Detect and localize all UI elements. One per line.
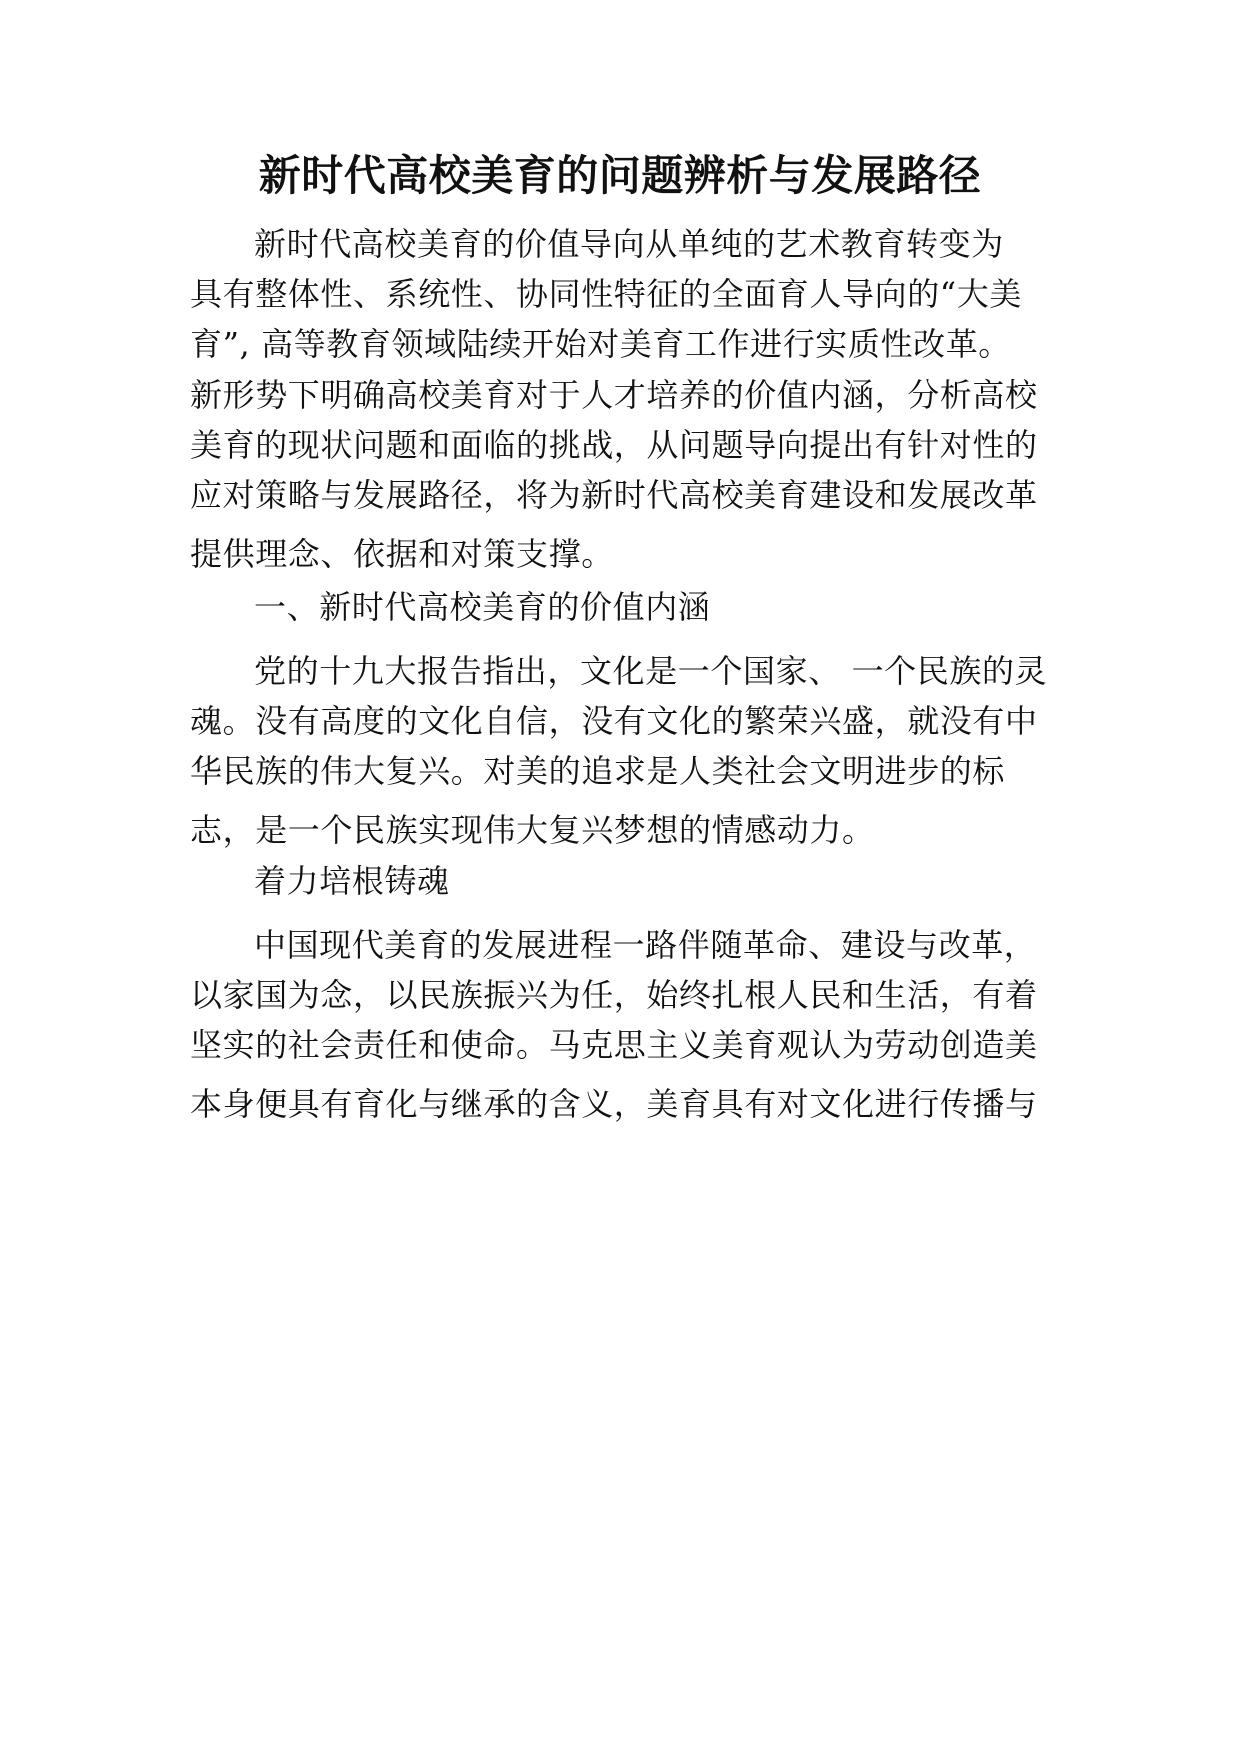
text-line: 新形势下明确高校美育对于人才培养的价值内涵，分析高校: [190, 376, 1038, 414]
text-line: 具有整体性、系统性、协同性特征的全面育人导向的“大美: [190, 275, 1022, 313]
text-line: 美育的现状问题和面临的挑战，从问题导向提出有针对性的: [190, 426, 1038, 464]
document-body: [190, 0, 1050, 1754]
document-title: 新时代高校美育的问题辨析与发展路径: [258, 151, 982, 200]
text-line: 应对策略与发展路径，将为新时代高校美育建设和发展改革: [190, 476, 1038, 514]
text-line: 本身便具有育化与继承的含义，美育具有对文化进行传播与: [190, 1085, 1038, 1123]
text-line: 育”, 高等教育领域陆续开始对美育工作进行实质性改革。: [190, 325, 1011, 363]
text-line: 魂。没有高度的文化自信，没有文化的繁荣兴盛，就没有中: [190, 702, 1038, 740]
text-line: 志，是一个民族实现伟大复兴梦想的情感动力。: [190, 811, 875, 849]
text-line: 坚实的社会责任和使命。马克思主义美育观认为劳动创造美: [190, 1026, 1038, 1064]
text-line: 提供理念、依据和对策支撑。: [190, 535, 614, 573]
text-line: 党的十九大报告指出，文化是一个国家、 一个民族的灵: [254, 652, 1048, 690]
subsection-heading: 着力培根铸魂: [254, 862, 450, 900]
text-line: 以家国为念，以民族振兴为任，始终扎根人民和生活，有着: [190, 976, 1038, 1014]
text-line: 华民族的伟大复兴。对美的追求是人类社会文明进步的标: [190, 752, 1006, 790]
text-line: 新时代高校美育的价值导向从单纯的艺术教育转变为: [254, 225, 1004, 263]
section-heading: 一、新时代高校美育的价值内涵: [254, 588, 711, 626]
text-line: 中国现代美育的发展进程一路伴随革命、建设与改革，: [254, 926, 1037, 964]
